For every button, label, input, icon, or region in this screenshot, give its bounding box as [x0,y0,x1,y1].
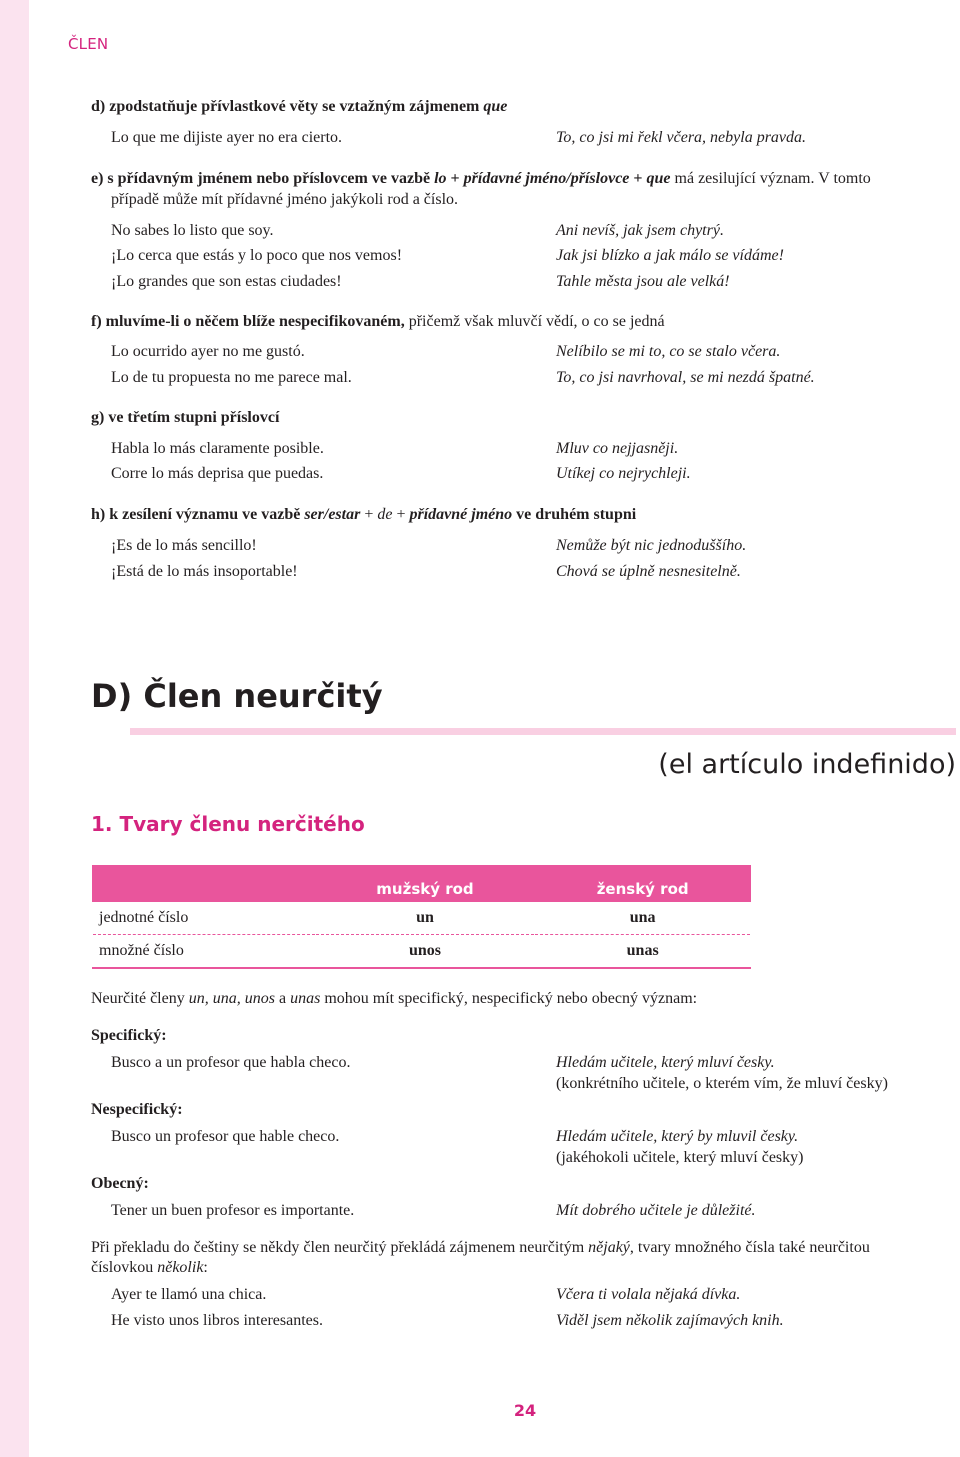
table-cell: unas [535,935,751,969]
example-czech: To, co jsi mi řekl včera, nebyla pravda. [556,129,807,146]
example-czech: Mluv co nejjasněji. [556,440,679,457]
section-h-heading-rest: ve druhém stupni [512,506,637,523]
table-row [93,935,751,969]
section-h-heading [91,505,636,525]
example-spanish: Lo ocurrido ayer no me gustó. [111,343,305,360]
translation-note-text: : [203,1259,208,1276]
section-e-heading-line2: případě může mít přídavné jméno jakýkoli rod a číslo. [111,191,459,208]
section-e-heading-lo: lo [434,170,447,187]
example-czech: Ani nevíš, jak jsem chytrý. [556,222,724,239]
intro-forms: un, una, unos [188,990,275,1007]
intro-form-unas: unas [290,990,321,1007]
table-header-row [93,865,751,902]
section-h-heading-ser-estar: ser/estar [304,506,361,523]
example-czech: Mít dobrého učitele je důležité. [556,1202,756,1219]
translation-note-line2 [91,1258,208,1278]
page-number: 24 [513,1401,537,1420]
table-header-cell [93,865,316,902]
example-spanish: Lo que me dijiste ayer no era cierto. [111,129,343,146]
section-e-heading-plus: + [446,170,464,187]
meaning-label: Specifický: [91,1027,167,1044]
section-d-heading-text: d) zpodstatňuje přívlastkové věty se vztažným zájmenem [91,98,484,115]
table-header-cell: mužský rod [315,865,535,902]
intro-text: a [274,990,291,1007]
meaning-label: Obecný: [91,1175,149,1192]
subsection-title: 1. Tvary členu nerčitého [91,812,365,836]
table-cell: un [315,902,535,935]
intro-text: mohou mít specifický, nespecifický nebo obecný význam: [320,990,698,1007]
table-cell: unos [315,935,535,969]
example-spanish: Busco a un profesor que habla checo. [111,1054,351,1071]
example-czech: Včera ti volala nějaká dívka. [556,1286,741,1303]
translation-note-text: číslovkou [91,1259,158,1276]
example-spanish: Tener un buen profesor es importante. [111,1202,355,1219]
example-spanish: No sabes lo listo que soy. [111,222,274,239]
translation-note-word: nějaký [588,1239,630,1256]
example-spanish: Corre lo más deprisa que puedas. [111,465,324,482]
section-d-heading [91,97,507,117]
section-e-heading-rest: má zesilující význam. V tomto [670,170,871,187]
example-czech: Chová se úplně nesnesitelně. [556,563,741,580]
example-czech: Jak jsi blízko a jak málo se vídáme! [556,247,784,264]
section-e-heading-plus2: + [629,170,647,187]
article-forms-table [92,865,751,969]
section-f-heading-bold: f) mluvíme-li o něčem blíže nespecifikovaném, [91,313,405,330]
intro-text: Neurčité členy [91,990,189,1007]
table-header-cell: ženský rod [535,865,751,902]
section-h-heading-adjective: přídavné jméno [409,506,513,523]
section-e-heading-que: que [646,170,671,187]
example-spanish: He visto unos libros interesantes. [111,1312,323,1329]
section-e-heading-a: e) s přídavným jménem nebo příslovcem ve vazbě [91,170,435,187]
example-czech: Hledám učitele, který by mluvil česky. [556,1128,799,1145]
translation-note [91,1238,870,1258]
chapter-title: D) Člen neurčitý [91,677,383,715]
example-czech: Hledám učitele, který mluví česky. [556,1054,775,1071]
example-czech: Utíkej co nejrychleji. [556,465,691,482]
section-g-heading: g) ve třetím stupni příslovcí [91,409,280,426]
section-h-heading-plus2: + [392,506,410,523]
table-cell: una [535,902,751,935]
example-spanish: Busco un profesor que hable checo. [111,1128,340,1145]
example-note: (jakéhokoli učitele, který mluví česky) [556,1149,804,1166]
example-spanish: ¡Está de lo más insoportable! [111,563,298,580]
section-f-heading-rest: přičemž však mluvčí vědí, o co se jedná [404,313,665,330]
chapter-title-rule [130,728,956,735]
example-spanish: ¡Es de lo más sencillo! [111,537,257,554]
meanings-intro [91,989,697,1009]
translation-note-text: , tvary množného čísla také neurčitou [629,1239,870,1256]
example-czech: To, co jsi navrhoval, se mi nezdá špatné. [556,369,815,386]
table-row-label: jednotné číslo [93,902,316,935]
example-czech: Viděl jsem několik zajímavých knih. [556,1312,784,1329]
translation-note-word: několik [157,1259,204,1276]
example-czech: Nemůže být nic jednoduššího. [556,537,747,554]
example-spanish: Lo de tu propuesta no me parece mal. [111,369,352,386]
section-h-heading-de: de [377,506,393,523]
example-czech: Nelíbilo se mi to, co se stalo včera. [556,343,781,360]
table-row [93,902,751,935]
chapter-spanish-title: (el artículo indefinido) [658,749,956,780]
section-d-heading-word: que [483,98,508,115]
example-spanish: Habla lo más claramente posible. [111,440,324,457]
section-f-heading [91,312,665,332]
example-spanish: ¡Lo cerca que estás y lo poco que nos vemos! [111,247,403,264]
example-spanish: Ayer te llamó una chica. [111,1286,267,1303]
example-note: (konkrétního učitele, o kterém vím, že mluví česky) [556,1075,888,1092]
example-czech: Tahle města jsou ale velká! [556,273,730,290]
page-margin-band [0,0,29,1457]
section-h-heading-plus: + [360,506,378,523]
running-head: ČLEN [68,35,109,53]
section-e-heading [91,169,871,189]
translation-note-text: Při překladu do češtiny se někdy člen neurčitý překládá zájmenem neurčitým [91,1239,589,1256]
example-spanish: ¡Lo grandes que son estas ciudades! [111,273,342,290]
section-e-heading-pattern: přídavné jméno/příslovce [463,170,630,187]
meaning-label: Nespecifický: [91,1101,183,1118]
section-h-heading-a: h) k zesílení významu ve vazbě [91,506,305,523]
table-row-label: množné číslo [93,935,316,969]
